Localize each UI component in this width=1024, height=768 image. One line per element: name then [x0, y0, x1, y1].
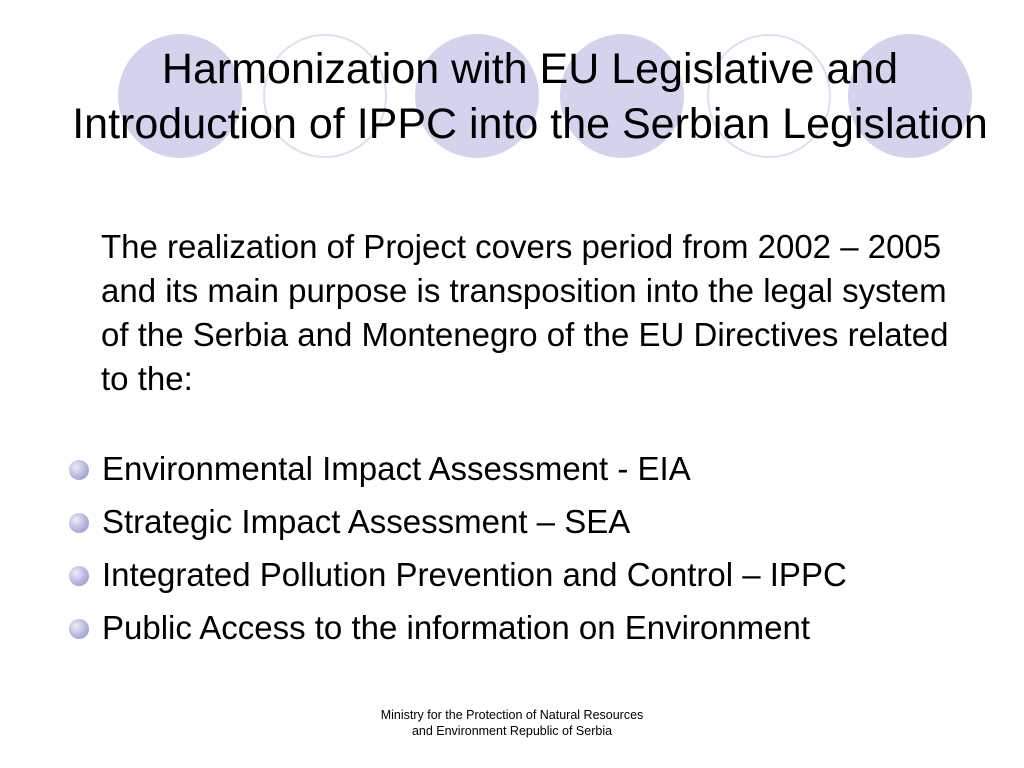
footer: [312, 707, 712, 739]
list-item: [66, 607, 986, 649]
bullet-dot-icon: [69, 513, 89, 533]
list-item: [66, 448, 986, 490]
list-item: [66, 554, 986, 596]
bullet-dot-icon: [69, 566, 89, 586]
list-item: [66, 501, 986, 543]
bullet-dot-icon: [69, 619, 89, 639]
bullet-dot-icon: [69, 460, 89, 480]
footer-line-1: Ministry for the Protection of Natural Resources: [380, 708, 644, 722]
slide-title: Harmonization with EU Legislative and Introduction of IPPC into the Serbian Legislation: [72, 45, 988, 148]
bullet-text: Strategic Impact Assessment – SEA: [102, 503, 631, 540]
bullet-list: [66, 448, 986, 660]
bullet-text: Environmental Impact Assessment - EIA: [102, 450, 691, 487]
bullet-text: Integrated Pollution Prevention and Control – IPPC: [102, 556, 847, 593]
footer-line-2: and Environment Republic of Serbia: [411, 724, 613, 738]
bullet-text: Public Access to the information on Environment: [102, 609, 811, 646]
intro-paragraph: The realization of Project covers period from 2002 – 2005 and its main purpose is transposition into the legal system of the Serbia and Montenegro of the EU Directives related to the:: [101, 228, 949, 397]
